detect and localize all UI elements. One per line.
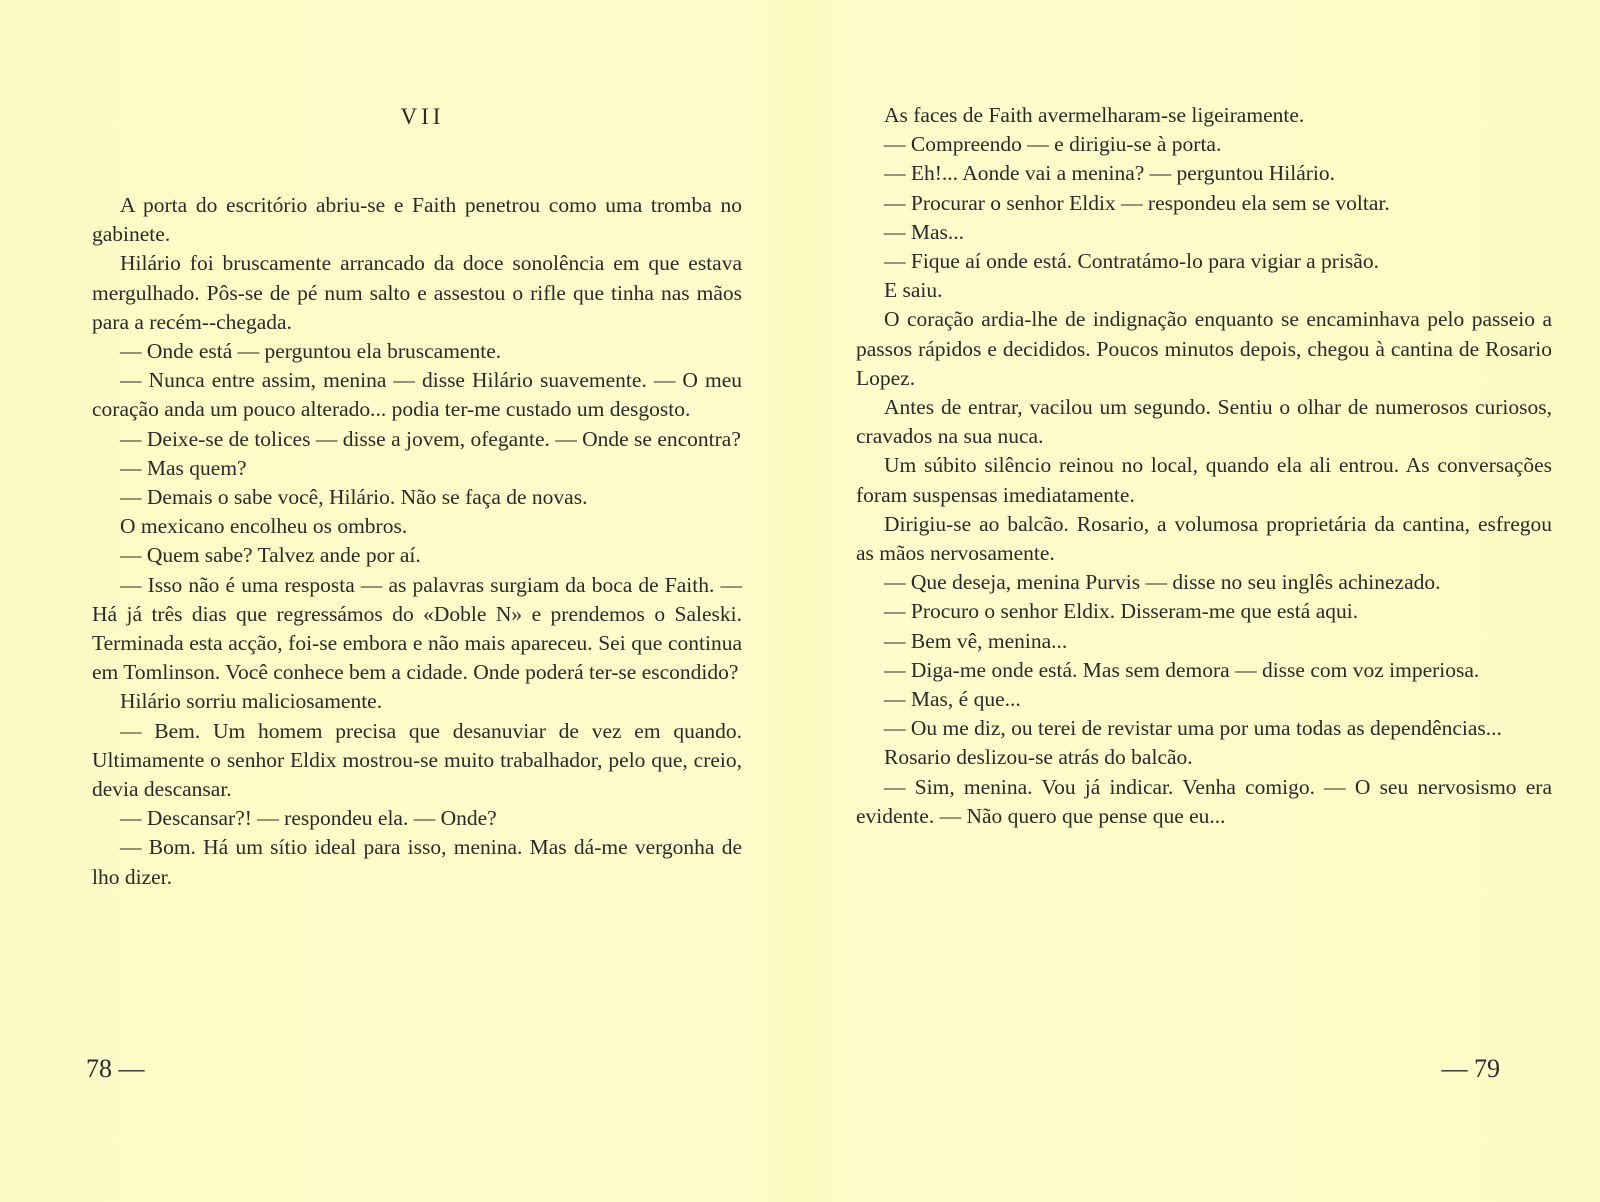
paragraph: — Que deseja, menina Purvis — disse no seu inglês achinezado. [884, 570, 1441, 595]
paragraph: O coração ardia-lhe de indignação enquanto se encaminhava pelo passeio a passos rápidos e decididos. Poucos minutos depois, chegou à cantina de Rosario Lopez. [856, 307, 1552, 390]
paragraph: — Diga-me onde está. Mas sem demora — disse com voz imperiosa. [884, 657, 1480, 682]
paragraph: — Bem vê, menina... [884, 628, 1068, 653]
paragraph: Dirigiu-se ao balcão. Rosario, a volumosa proprietária da cantina, esfregou as mãos nervosamente. [856, 511, 1552, 566]
paragraph: — Sim, menina. Vou já indicar. Venha comigo. — O seu nervosismo era evidente. — Não quero que pense que eu... [856, 774, 1552, 828]
paragraph: As faces de Faith avermelharam-se ligeiramente. [884, 103, 1305, 127]
paragraph: Hilário sorriu maliciosamente. [120, 689, 383, 714]
paragraph: — Demais o sabe você, Hilário. Não se faça de novas. [120, 485, 588, 510]
paragraph: — Eh!... Aonde vai a menina? — perguntou Hilário. [884, 161, 1335, 186]
paragraph: — Mas quem? [120, 455, 247, 480]
right-page-text [856, 101, 1552, 831]
paragraph: — Bem. Um homem precisa que desanuviar de vez em quando. Ultimamente o senhor Eldix mostrou-se muito trabalhador, pelo que, creio, devia descansar. [92, 718, 742, 802]
paragraph: A porta do escritório abriu-se e Faith penetrou como uma tromba no gabinete. [92, 193, 742, 247]
page-number-left: 78 — [86, 1054, 145, 1083]
paragraph: — Procuro o senhor Eldix. Disseram-me que está aqui. [884, 599, 1359, 624]
chapter-heading: VII [400, 104, 445, 129]
paragraph: — Bom. Há um sítio ideal para isso, menina. Mas dá-me vergonha de lho dizer. [92, 835, 742, 889]
right-page [800, 0, 1600, 1202]
paragraph: — Isso não é uma resposta — as palavras surgiam da boca de Faith. — Há já três dias que regressámos do «Doble N» e prendemos o Saleski. Terminada esta acção, foi-se embora e não mais apareceu. Sei que continua em Tomlinson. Você conhece bem a cidade. Onde poderá ter-se escondido? [92, 572, 742, 685]
paragraph: — Fique aí onde está. Contratámo-lo para vigiar a prisão. [884, 249, 1379, 274]
paragraph: O mexicano encolheu os ombros. [120, 514, 408, 539]
paragraph: — Onde está — perguntou ela bruscamente. [120, 339, 502, 364]
paragraph: — Mas... [884, 219, 965, 244]
paragraph: — Procurar o senhor Eldix — respondeu ela sem se voltar. [884, 190, 1390, 215]
paragraph: Hilário foi bruscamente arrancado da doce sonolência em que estava mergulhado. Pôs-se de pé num salto e assestou o rifle que tinha nas mãos para a recém--chegada. [92, 251, 742, 334]
paragraph: — Mas, é que... [884, 687, 1021, 712]
paragraph: — Nunca entre assim, menina — disse Hilário suavemente. — O meu coração anda um pouco alterado... podia ter-me custado um desgosto. [92, 368, 742, 422]
left-page-text [92, 191, 742, 892]
paragraph: Rosario deslizou-se atrás do balcão. [884, 745, 1193, 770]
paragraph: Antes de entrar, vacilou um segundo. Sentiu o olhar de numerosos curiosos, cravados na sua nuca. [856, 395, 1552, 449]
paragraph: Um súbito silêncio reinou no local, quando ela ali entrou. As conversações foram suspensas imediatamente. [856, 453, 1552, 507]
page-number-right: — 79 [1441, 1054, 1500, 1083]
paragraph: — Deixe-se de tolices — disse a jovem, ofegante. — Onde se encontra? [120, 426, 741, 451]
paragraph: — Descansar?! — respondeu ela. — Onde? [120, 806, 497, 831]
paragraph: — Compreendo — e dirigiu-se à porta. [884, 132, 1222, 157]
paragraph: E saiu. [884, 278, 943, 303]
paragraph: — Ou me diz, ou terei de revistar uma por uma todas as dependências... [884, 716, 1502, 741]
paragraph: — Quem sabe? Talvez ande por aí. [120, 543, 421, 568]
